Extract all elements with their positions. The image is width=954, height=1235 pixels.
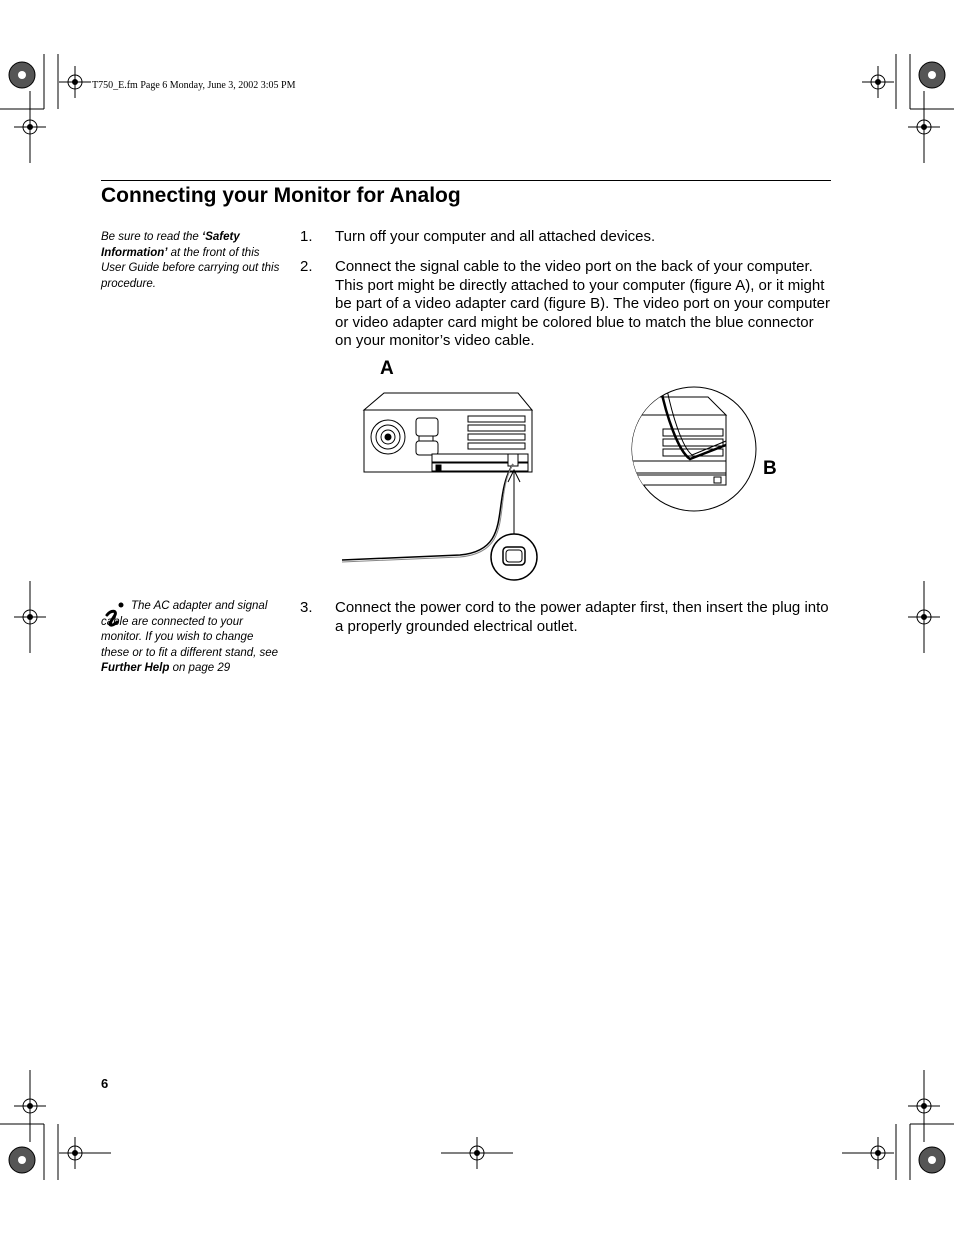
- side-note-bold: Further Help: [101, 662, 170, 674]
- figure-a-illustration: [340, 390, 550, 582]
- step-number: 2.: [300, 258, 313, 275]
- step-number: 3.: [300, 599, 313, 616]
- side-note-stand: [101, 599, 279, 677]
- figure-label-a: A: [380, 358, 394, 379]
- figure-label-b: B: [763, 458, 777, 479]
- step-number: 1.: [300, 228, 313, 245]
- step-text: Connect the signal cable to the video port on the back of your computer. This port might be directly attached to your computer (figure A), or it might be part of a video adapter card (figure B). The video port on your computer or video adapter card might be colored blue to match the blue connector on your monitor’s video cable.: [335, 258, 830, 349]
- page-number: 6: [101, 1076, 109, 1091]
- title-rule: [101, 180, 831, 181]
- side-note-text: Be sure to read the: [101, 231, 203, 243]
- figure-b-illustration: [630, 385, 760, 513]
- side-note-text: The AC adapter and signal cable are connected to your monitor. If you wish to change these or to fit a different stand, see: [101, 600, 279, 659]
- side-note-bold: ‘Safety Information’: [101, 231, 240, 259]
- document-slug: T750_E.fm Page 6 Monday, June 3, 2002 3:05 PM: [92, 80, 296, 91]
- side-note-text: at the front of this User Guide before carrying out this procedure.: [101, 246, 280, 290]
- side-note-text: on page 29: [169, 662, 231, 674]
- side-note-safety: [101, 230, 281, 292]
- page-title: Connecting your Monitor for Analog: [101, 184, 461, 207]
- step-text: Connect the power cord to the power adapter first, then insert the plug into a properly grounded electrical outlet.: [335, 599, 829, 635]
- step-text: Turn off your computer and all attached devices.: [335, 228, 656, 245]
